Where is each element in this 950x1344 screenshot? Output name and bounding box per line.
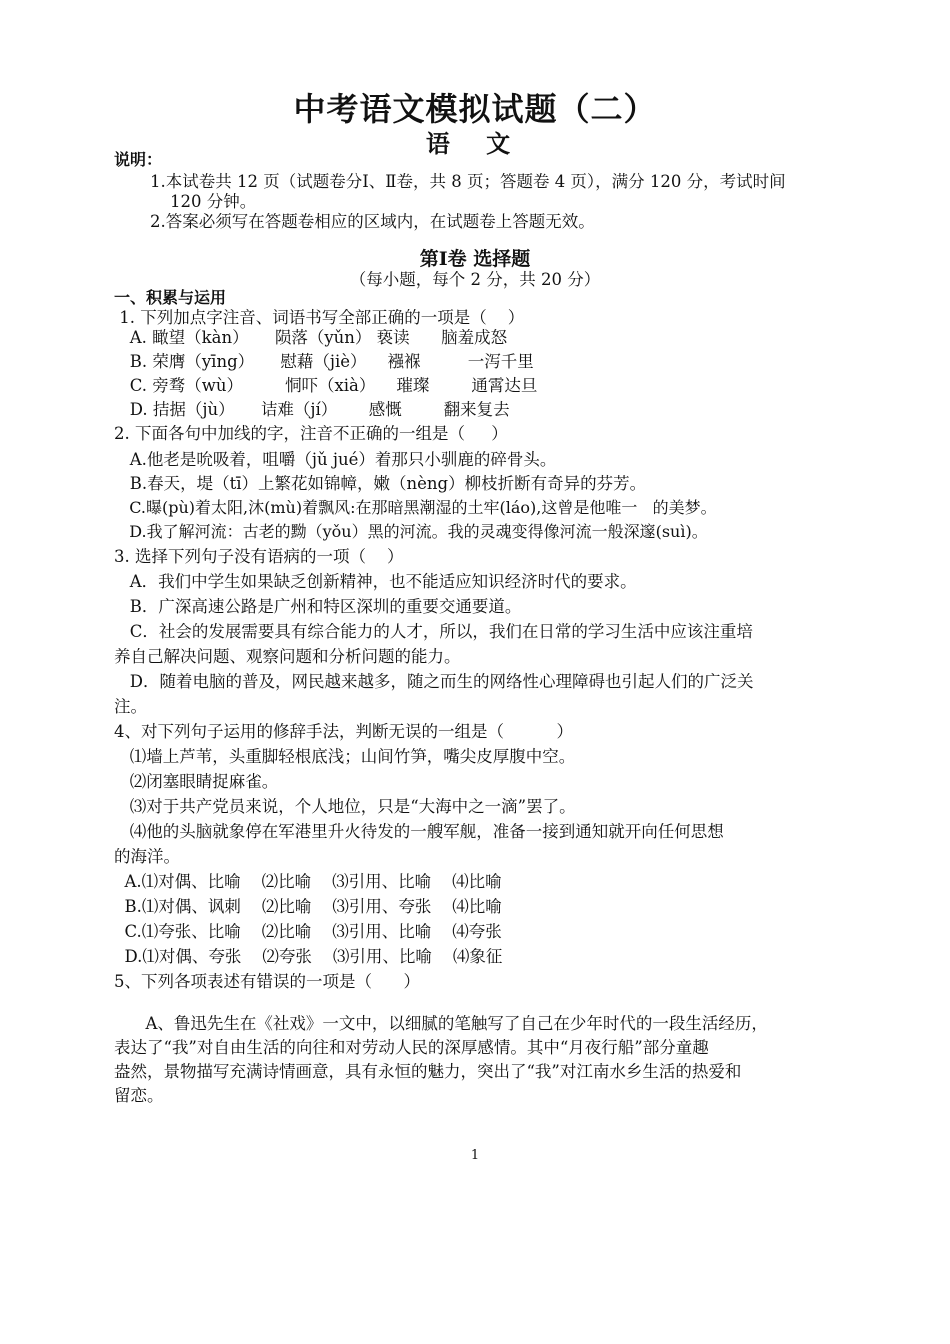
notes-label: 说明： [114,150,163,169]
q4-option-d: D.⑴对偶、夸张 ⑵夸张 ⑶引用、比喻 ⑷象征 [114,947,503,966]
q5-option-a-2: 表达了“我”对自由生活的向往和对劳动人民的深厚感情。其中“月夜行船”部分童趣 [114,1038,709,1057]
q3-option-a: A．我们中学生如果缺乏创新精神，也不能适应知识经济时代的要求。 [114,572,637,591]
q5-option-a-1: A、鲁迅先生在《社戏》一文中，以细腻的笔触写了自己在少年时代的一段生活经历， [114,1014,768,1033]
note-1a: 1.本试卷共 12 页（试题卷分Ⅰ、Ⅱ卷，共 8 页；答题卷 4 页），满分 120 分，考试时间 [150,172,786,191]
page-subtitle: 语 文 [425,129,525,158]
q2-option-c: C.曝(pù)着太阳,沐(mù)着飘风:在那暗黑潮湿的土牢(láo),这曾是他唯一 的美梦。 [114,498,717,517]
q4-option-b: B.⑴对偶、讽刺 ⑵比喻 ⑶引用、夸张 ⑷比喻 [114,897,502,916]
q2-option-a: A.他老是吮吸着，咀嚼（jǔ jué）着那只小驯鹿的碎骨头。 [114,450,557,469]
q4-sentence-1: ⑴墙上芦苇，头重脚轻根底浅；山间竹笋，嘴尖皮厚腹中空。 [114,747,576,766]
q3-option-d-1: D．随着电脑的普及，网民越来越多，随之而生的网络性心理障碍也引起人们的广泛关 [114,672,754,691]
q1-stem: 1. 下列加点字注音、词语书写全部正确的一项是（ ） [114,308,525,327]
q3-stem: 3. 选择下列句子没有语病的一项（ ） [114,547,404,566]
q4-stem: 4、对下列句子运用的修辞手法，判断无误的一组是（ ） [114,722,573,741]
q3-option-c-2: 养自己解决问题、观察问题和分析问题的能力。 [114,647,461,666]
q4-sentence-4b: 的海洋。 [114,847,180,866]
q1-option-b: B. 荣膺（yīng） 慰藉（jiè） 襁褓 一泻千里 [114,352,534,371]
section-title: 第Ⅰ卷 选择题 [419,248,531,270]
q5-option-a-4: 留恋。 [114,1086,164,1105]
q5-option-a-3: 盎然，景物描写充满诗情画意，具有永恒的魅力，突出了“我”对江南水乡生活的热爱和 [114,1062,742,1081]
q4-sentence-2: ⑵闭塞眼睛捉麻雀。 [114,772,279,791]
note-2: 2.答案必须写在答题卷相应的区域内，在试题卷上答题无效。 [150,212,595,231]
q1-option-d: D. 拮据（jù） 诘难（jí） 感慨 翻来复去 [114,400,510,419]
q4-option-c: C.⑴夸张、比喻 ⑵比喻 ⑶引用、比喻 ⑷夸张 [114,922,502,941]
note-1b: 120 分钟。 [170,192,257,211]
part-heading: 一、积累与运用 [114,288,227,307]
q4-sentence-3: ⑶对于共产党员来说，个人地位，只是“大海中之一滴”罢了。 [114,797,576,816]
section-note: （每小题，每个 2 分，共 20 分） [349,270,601,289]
q1-option-c: C. 旁骛（wù） 恫吓（xià） 璀璨 通霄达旦 [114,376,538,395]
q3-option-b: B．广深高速公路是广州和特区深圳的重要交通要道。 [114,597,522,616]
q1-option-a: A. 瞰望（kàn） 陨落（yǔn） 亵读 脑羞成怒 [114,328,508,347]
q2-stem: 2. 下面各句中加线的字，注音不正确的一组是（ ） [114,424,508,443]
page-title: 中考语文模拟试题（二） [293,90,657,128]
q5-stem: 5、下列各项表述有错误的一项是（ ） [114,972,420,991]
q4-sentence-4a: ⑷他的头脑就象停在军港里升火待发的一艘军舰，准备一接到通知就开向任何思想 [114,822,724,841]
q2-option-d: D.我了解河流：古老的黝（yǒu）黑的河流。我的灵魂变得像河流一般深邃(suì)。 [114,522,708,541]
q3-option-d-2: 注。 [114,697,147,716]
q3-option-c-1: C．社会的发展需要具有综合能力的人才，所以，我们在日常的学习生活中应该注重培 [114,622,753,641]
q2-option-b: B.春天，堤（tī）上繁花如锦幛，嫩（nèng）柳枝折断有奇异的芬芳。 [114,474,647,493]
page-number: 1 [470,1148,480,1163]
q4-option-a: A.⑴对偶、比喻 ⑵比喻 ⑶引用、比喻 ⑷比喻 [114,872,502,891]
